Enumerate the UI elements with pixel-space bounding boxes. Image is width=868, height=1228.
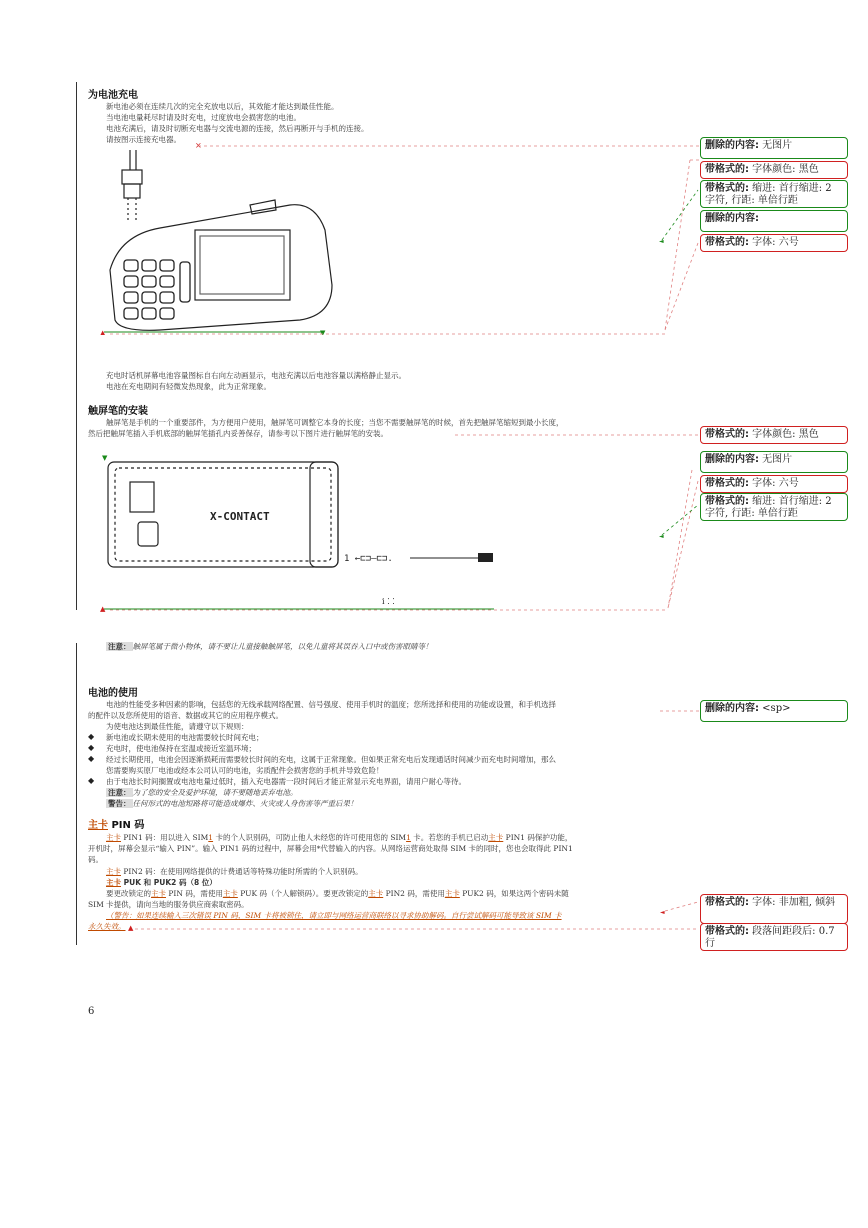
list-item: 经过长期使用，电池会因逐渐损耗而需要较长时间的充电，这属于正常现象。但如果正常充电后发现通话时间减少而充电时间增加，那么 (106, 755, 556, 764)
comment-balloon-deleted[interactable] (700, 210, 848, 232)
paragraph-line: 触屏笔是手机的一个重要部件，为方便用户使用，触屏笔可调整它本身的长度；当您不需要触屏笔的时候，首先把触屏笔缩短到最小长度， (106, 418, 564, 427)
bullet-icon: ◆ (88, 743, 95, 752)
text: PUK 码（个人解锁码）。要更改锁定的 (237, 889, 369, 898)
balloon-value: 字体颜色: 黑色 (749, 164, 819, 175)
inserted-text: 主卡 (368, 889, 384, 898)
balloon-value: 字体: 非加粗, 倾斜 (749, 897, 836, 908)
text: PIN1 码：用以进入 SIM (121, 833, 209, 842)
paragraph-line: 然后把触屏笔插入手机底部的触屏笔插孔内妥善保存，请参考以下图片进行触屏笔的安装。 (88, 429, 388, 438)
paragraph-line: 新电池必须在连续几次的完全充放电以后，其效能才能达到最佳性能。 (106, 102, 339, 111)
balloon-label: 带格式的: (705, 926, 749, 937)
comment-balloon-format[interactable] (700, 161, 848, 179)
comment-balloon-deleted[interactable] (700, 700, 848, 722)
comment-balloon-format[interactable] (700, 426, 848, 444)
svg-text:X-CONTACT: X-CONTACT (210, 510, 270, 523)
text: 卡。若您的手机已启动 (410, 833, 489, 842)
paragraph-line: 充电时话机屏幕电池容量图标自右向左动画显示，电池充满以后电池容量以满格静止显示。 (106, 371, 406, 380)
balloon-label: 带格式的: (705, 897, 749, 908)
page-number: 6 (88, 1006, 95, 1017)
paragraph-line: 开机时，屏幕会显示“输入 PIN”。输入 PIN1 码的过程中，屏幕会用*代替输入的内容。从网络运营商处取得 SIM 卡的同时，您也会取得此 PIN1 (88, 844, 573, 853)
bullet-icon: ◆ (88, 776, 95, 785)
comment-balloon-format[interactable] (700, 234, 848, 252)
balloon-label: 带格式的: (705, 237, 749, 248)
comment-balloon-format[interactable] (700, 923, 848, 951)
paragraph-line: 电池的性能受多种因素的影响，包括您的无线承载网络配置、信号强度、使用手机时的温度；您所选择和使用的功能或设置，和手机选择 (106, 700, 556, 709)
balloon-value: 缩进: 首行缩进: 2 字符, 行距: 单倍行距 (705, 183, 832, 206)
comment-balloon-format[interactable] (700, 475, 848, 493)
balloon-value: <sp> (759, 703, 791, 714)
balloon-value: 段落间距段后: 0.7 行 (705, 926, 835, 949)
svg-text:◄: ◄ (660, 909, 665, 916)
note-text: 为了您的安全及爱护环境，请不要随地丢弃电池。 (132, 788, 298, 797)
warning-text: 任何形式的电池短路将可能造成爆炸、火灾或人身伤害等严重后果！ (132, 799, 358, 808)
balloon-value: 缩进: 首行缩进: 2 字符, 行距: 单倍行距 (705, 496, 832, 519)
text: PIN2 码，需使用 (383, 889, 445, 898)
inserted-text: 主卡 (106, 833, 121, 842)
comment-balloon-format[interactable] (700, 180, 848, 208)
paragraph-line: 电池充满后，请及时切断充电器与交流电源的连接，然后再断开与手机的连接。 (106, 124, 369, 133)
balloon-label: 删除的内容: (705, 703, 759, 714)
inserted-text: 1 (208, 833, 214, 842)
list-item: 充电时，使电池保持在室温或接近室温环境； (106, 744, 256, 753)
svg-text:▼: ▼ (102, 454, 108, 462)
paragraph-line: SIM 卡提供，请向当地的服务供应商索取密码。 (88, 900, 249, 909)
paragraph-line: 请按图示连接充电器。 (106, 135, 181, 144)
comment-balloon-deleted[interactable] (700, 137, 848, 159)
balloon-value: 字体: 六号 (749, 478, 799, 489)
list-item: 新电池或长期未使用的电池需要较长时间充电； (106, 733, 264, 742)
svg-text:1 ←⊏⊐–⊏⊐.: 1 ←⊏⊐–⊏⊐. (344, 554, 393, 564)
section-title-stylus: 触屏笔的安装 (88, 406, 148, 417)
paragraph-line: 的配件以及您所使用的语音、数据或其它的应用程序模式。 (88, 711, 283, 720)
note-tag: 注意： (108, 642, 131, 651)
text: PIN2 码：在使用网络提供的计费通话等特殊功能时所需的个人识别码。 (121, 867, 363, 876)
comment-balloon-deleted[interactable] (700, 451, 848, 473)
comment-balloon-format[interactable] (700, 894, 848, 924)
inserted-text: 主卡 (106, 878, 121, 887)
note-text: 触屏笔属于微小物体，请不要让儿童接触触屏笔，以免儿童将其误吞入口中或伤害眼睛等！ (132, 642, 433, 651)
inserted-text: 1 (406, 833, 411, 842)
bullet-icon: ◆ (88, 732, 95, 741)
inserted-text: 主卡 (106, 867, 121, 876)
svg-text:▲: ▲ (100, 329, 106, 335)
change-marker: × (195, 141, 202, 150)
change-marker-small: ▲ (128, 924, 134, 932)
balloon-value: 无图片 (759, 140, 793, 151)
title-rest: PIN 码 (108, 820, 145, 831)
balloon-label: 带格式的: (705, 164, 749, 175)
balloon-value: 字体颜色: 黑色 (749, 429, 819, 440)
svg-text:▼: ▼ (320, 329, 326, 335)
text: 要更改锁定的 (106, 889, 151, 898)
balloon-value: 字体: 六号 (749, 237, 799, 248)
pin-warning-line: 永久失效。 (88, 922, 126, 931)
list-item-continuation: 您需要购买原厂电池或经本公司认可的电池，劣质配件会损害您的手机并导致危险！ (106, 766, 384, 775)
balloon-label: 带格式的: (705, 183, 749, 194)
text: PIN 码，需使用 (166, 889, 223, 898)
note-tag: 注意： (108, 788, 131, 797)
svg-text:▲: ▲ (100, 605, 106, 612)
text: PUK2 码，如果这两个密码未随 (459, 889, 569, 898)
balloon-label: 删除的内容: (705, 213, 759, 224)
balloon-label: 删除的内容: (705, 454, 759, 465)
inserted-text: 主卡 (488, 833, 504, 842)
inserted-text: 主卡 (151, 889, 166, 898)
balloon-label: 带格式的: (705, 429, 749, 440)
stylus-marks: ⅰ ⁚ ⁚ (382, 597, 395, 606)
paragraph-line: 电池在充电期间有轻微发热现象，此为正常现象。 (106, 382, 271, 391)
inserted-text: 主卡 (88, 820, 108, 831)
inserted-text: 主卡 (444, 889, 460, 898)
inserted-text: 主卡 (222, 889, 238, 898)
list-item: 由于电池长时间搁置或电池电量过低时，插入充电器需一段时间后才能正常显示充电界面，请用户耐心等待。 (106, 777, 466, 786)
balloon-value: 无图片 (759, 454, 793, 465)
text: PUK 和 PUK2 码（8 位） (121, 878, 217, 887)
section-title-battery-use: 电池的使用 (88, 688, 138, 699)
balloon-label: 删除的内容: (705, 140, 759, 151)
bullet-icon: ◆ (88, 754, 95, 763)
balloon-label: 带格式的: (705, 478, 749, 489)
balloon-label: 带格式的: (705, 496, 749, 507)
text: PIN1 码保护功能， (503, 833, 573, 842)
section-title-charging: 为电池充电 (88, 90, 138, 101)
svg-text:◄: ◄ (659, 533, 664, 540)
pin-warning-line: （警告：如果连续输入三次错误 PIN 码，SIM 卡将被锁住，请立即与网络运营商联络以寻求协助解码。自行尝试解码可能导致该 SIM 卡 (106, 911, 562, 920)
paragraph-line: 为使电池达到最佳性能，请遵守以下规则： (106, 722, 249, 731)
warning-tag: 警告： (108, 799, 131, 808)
paragraph-line: 码。 (88, 855, 103, 864)
comment-balloon-format[interactable] (700, 493, 848, 521)
text: 卡的个人识别码，可防止他人未经您的许可使用您的 SIM (213, 833, 407, 842)
paragraph-line: 当电池电量耗尽时请及时充电，过度放电会损害您的电池。 (106, 113, 301, 122)
svg-text:◄: ◄ (659, 238, 664, 245)
